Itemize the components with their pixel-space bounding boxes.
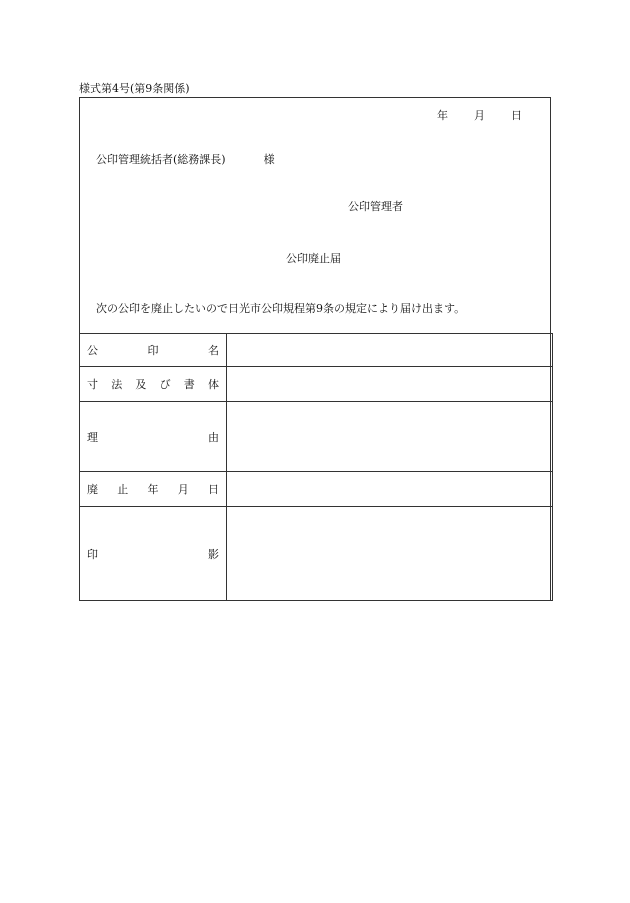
row-label-reason <box>80 402 227 472</box>
label-char: 月 <box>177 483 189 496</box>
dimensions-font-field[interactable] <box>227 367 553 402</box>
addressee-honorific: 様 <box>263 153 275 166</box>
date-day-label: 日 <box>511 109 522 122</box>
form-frame <box>79 97 551 601</box>
label-char: 寸 <box>87 378 98 391</box>
date-year-label: 年 <box>437 109 448 122</box>
label-char: 止 <box>117 483 129 496</box>
abolition-date-field[interactable] <box>227 472 553 507</box>
label-char: 法 <box>111 378 123 391</box>
addressee-name: 公印管理統括者(総務課長) <box>96 153 226 166</box>
row-label-seal-name <box>80 334 227 367</box>
row-label-dimensions-font <box>80 367 227 402</box>
label-char: 及 <box>135 378 147 391</box>
seal-name-field[interactable] <box>227 334 553 367</box>
label-char: 日 <box>208 483 219 496</box>
table-row <box>80 507 553 601</box>
seal-impression-field[interactable] <box>227 507 553 601</box>
label-char: 体 <box>207 378 219 391</box>
label-char: 理 <box>87 430 98 444</box>
date-line <box>437 107 522 123</box>
table-row <box>80 367 553 402</box>
row-label-abolition-date <box>80 472 227 507</box>
label-char: 印 <box>147 344 159 357</box>
label-char: 名 <box>208 344 219 357</box>
table-row <box>80 334 553 367</box>
table-row <box>80 402 553 472</box>
details-table <box>79 333 553 601</box>
label-char: 由 <box>208 430 219 444</box>
label-char: 印 <box>87 547 98 561</box>
label-char: 影 <box>208 547 219 561</box>
document-title: 公印廃止届 <box>286 252 341 265</box>
statement-text: 次の公印を廃止したいので日光市公印規程第9条の規定により届け出ます。 <box>96 302 466 315</box>
label-char: 年 <box>147 483 159 496</box>
label-char: 公 <box>87 344 98 357</box>
addressee <box>96 151 275 167</box>
label-char: 廃 <box>87 483 98 496</box>
reason-field[interactable] <box>227 402 553 472</box>
table-row <box>80 472 553 507</box>
label-char: び <box>159 378 171 391</box>
seal-manager-label: 公印管理者 <box>348 200 403 213</box>
form-number-title: 様式第4号(第9条関係) <box>79 82 190 95</box>
row-label-seal-impression <box>80 507 227 601</box>
label-char: 書 <box>183 378 195 391</box>
date-month-label: 月 <box>474 109 485 122</box>
